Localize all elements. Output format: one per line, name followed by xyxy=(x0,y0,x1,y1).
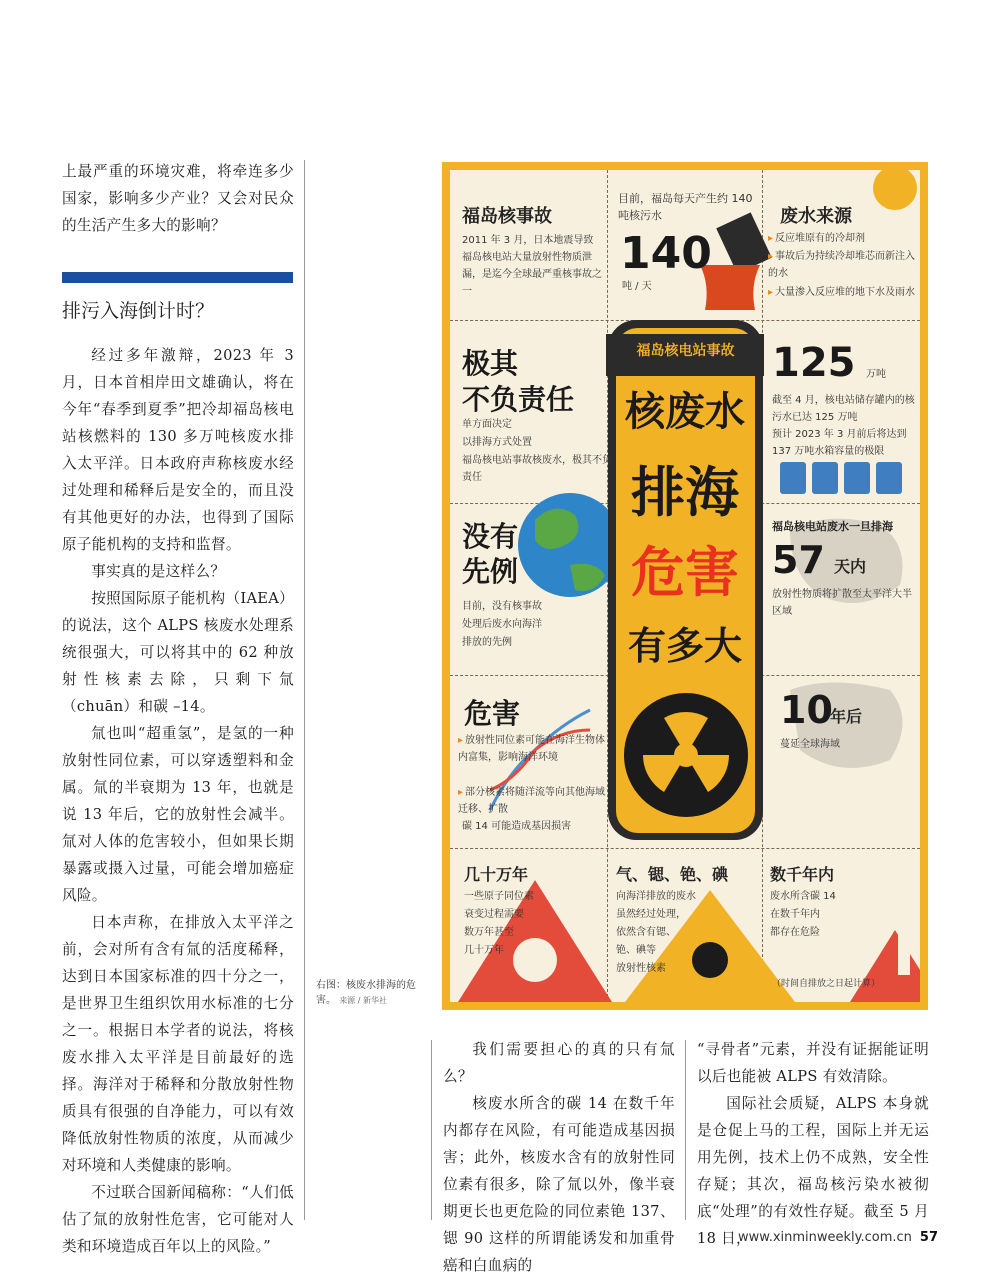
thousands-line: 在数千年内 xyxy=(770,909,820,920)
precedent-line: 排放的先例 xyxy=(462,637,512,648)
section-bar xyxy=(62,272,293,283)
irresponsible-line: 福岛核电站事故核废水，极其不负责任 xyxy=(462,455,612,483)
precedent-line: 目前，没有核事故 xyxy=(462,601,542,612)
irresponsible-line: 以排海方式处置 xyxy=(462,437,532,448)
harm-item: ▸ 放射性同位素可能在海洋生物体内富集，影响海洋环境 xyxy=(458,732,608,766)
hundredk-line: 数万年甚至 xyxy=(464,927,514,938)
article-paragraph: 氚也叫“超重氢”，是氢的一种放射性同位素，可以穿透塑料和金属。氚的半衰期为 13 年，也就是说 13 年后，它的放射性会减半。氚对人体的危害较小，但如果长期暴露或摄入过量，可能会增加癌症风险。 xyxy=(62,725,294,904)
caption-text: 右图：核废水排海的危害。 xyxy=(316,980,416,1006)
page-footer xyxy=(738,1230,938,1245)
elements-title: 气、锶、铯、碘 xyxy=(616,865,729,884)
intro-paragraph: 上最严重的环境灾难，将牵连多少国家，影响多少产业？又会对民众的生活产生多大的影响？ xyxy=(62,163,294,234)
page-number: 57 xyxy=(919,1230,939,1245)
center-title-line4: 有多大 xyxy=(627,624,742,668)
center-title-line2: 排海 xyxy=(631,461,739,524)
spread-text: 放射性物质将扩散至太平洋大半区域 xyxy=(772,589,912,617)
article-body-left xyxy=(62,342,294,1260)
hundredk-title: 几十万年 xyxy=(464,865,529,884)
source-item: ▸ 大量渗入反应堆的地下水及雨水 xyxy=(768,284,916,301)
infographic xyxy=(442,162,928,1010)
source-title: 废水来源 xyxy=(780,206,852,227)
figure-caption xyxy=(316,978,428,1008)
storage-text: 截至 4 月，核电站储存罐内的核污水已达 125 万吨 xyxy=(772,395,915,423)
article-paragraph: 按照国际原子能机构（IAEA）的说法，这个 ALPS 核废水处理系统很强大，可以将其中的 62 种放射性核素去除，只剩下氚（chuān）和碳 –14。 xyxy=(62,590,294,715)
article-body-middle xyxy=(443,1036,675,1279)
daily-number: 140 xyxy=(620,228,712,279)
irresponsible-line: 单方面决定 xyxy=(462,419,512,430)
thousands-title: 数千年内 xyxy=(770,865,835,884)
article-paragraph: 事实真的是这样么？ xyxy=(91,563,226,580)
center-title-line1: 核废水 xyxy=(625,389,745,435)
article-paragraph: 国际社会质疑，ALPS 本身就是仓促上马的工程，国际上并无运用先例，技术上仍不成熟，安全性存疑；其次，福岛核污染水被彻底“处理”的有效性存疑。截至 5 月 18 日， xyxy=(697,1095,929,1247)
storage-unit: 万吨 xyxy=(866,369,886,380)
hundredk-line: 衰变过程需要 xyxy=(464,909,524,920)
elements-line: 放射性核素 xyxy=(616,963,666,974)
precedent-line: 处理后废水向海洋 xyxy=(462,619,542,630)
harm-title: 危害 xyxy=(464,697,521,730)
infographic-panel xyxy=(450,170,920,1002)
article-paragraph: 我们需要担心的真的只有氚么？ xyxy=(443,1041,675,1085)
elements-line: 虽然经过处理， xyxy=(616,909,686,920)
irresponsible-title: 不负责任 xyxy=(462,383,575,416)
irresponsible-title: 极其 xyxy=(462,347,519,380)
column-divider xyxy=(304,160,305,1220)
decade-number: 10 xyxy=(780,688,833,732)
harm-item: ▸ 部分核素将随洋流等向其他海域迁移、扩散 xyxy=(458,784,608,818)
elements-line: 向海洋排放的废水 xyxy=(616,891,696,902)
spread-number: 57 xyxy=(772,538,825,582)
center-subtitle: 福岛核电站事故 xyxy=(636,343,735,359)
source-item: ▸ 事故后为持续冷却堆芯而新注入的水 xyxy=(768,248,916,282)
daily-unit: 吨 / 天 xyxy=(622,281,652,292)
hundredk-line: 几十万年 xyxy=(464,945,504,956)
elements-line: 依然含有锶、 xyxy=(616,927,676,938)
article-paragraph: 日本声称，在排放入太平洋之前，会对所有含有氚的活度稀释，达到日本国家标准的四十分之一，是世界卫生组织饮用水标准的七分之一。根据日本学者的说法，将核废水排入太平洋是目前最好的选择。海洋对于稀释和分散放射性物质具有很强的自净能力，可以有效降低放射性物质的浓度，从而减少对环境和人类健康的影响。 xyxy=(62,914,294,1174)
storage-text: 预计 2023 年 3 月前后将达到 137 万吨水箱容量的极限 xyxy=(772,429,907,457)
source-item: ▸ 反应堆原有的冷却剂 xyxy=(768,230,916,247)
article-paragraph: 核废水所含的碳 14 在数千年内都存在风险，有可能造成基因损害；此外，核废水含有的放射性同位素有很多，除了氚以外，像半衰期更长也更危险的同位素铯 137、锶 90 这样的所谓能诱发和加重骨癌和白血病的 xyxy=(443,1095,675,1274)
article-body-right xyxy=(697,1036,929,1252)
daily-text: 目前，福岛每天产生约 140 吨核污水 xyxy=(618,192,753,222)
intro-text-block xyxy=(62,158,294,239)
spread-heading: 福岛核电站废水一旦排海 xyxy=(772,520,893,533)
thousands-line: 都存在危险 xyxy=(770,927,820,938)
column-divider xyxy=(685,1040,686,1220)
article-paragraph: “寻骨者”元素，并没有证据能证明以后也能被 ALPS 有效清除。 xyxy=(697,1041,929,1085)
center-title-line3: 危害 xyxy=(631,541,739,604)
elements-line: 铯、碘等 xyxy=(616,945,656,956)
precedent-title: 没有 xyxy=(462,520,519,553)
article-paragraph: 经过多年激辩，2023 年 3 月，日本首相岸田文雄确认，将在今年“春季到夏季”把冷却福岛核电站核燃料的 130 多万吨核废水排入太平洋。日本政府声称核废水经过处理和稀释后是安全的，而且没有其他更好的办法，也得到了国际原子能机构的支持和监督。 xyxy=(62,347,294,553)
thousands-note: （时间自排放之日起计算） xyxy=(772,979,881,989)
precedent-title: 先例 xyxy=(462,555,519,588)
hundredk-line: 一些原子同位素 xyxy=(464,891,534,902)
fukushima-title: 福岛核事故 xyxy=(462,206,552,227)
column-divider xyxy=(431,1040,432,1220)
decade-text: 蔓延全球海域 xyxy=(780,739,840,750)
fukushima-text: 2011 年 3 月，日本地震导致福岛核电站大量放射性物质泄漏，是迄今全球最严重核事故之一 xyxy=(462,235,602,297)
footer-url: www.xinminweekly.com.cn xyxy=(738,1230,912,1245)
decade-unit: 年后 xyxy=(830,707,863,726)
spread-unit: 天内 xyxy=(834,557,867,576)
thousands-line: 废水所含碳 14 xyxy=(770,891,836,902)
section-heading: 排污入海倒计时？ xyxy=(62,300,215,322)
article-paragraph: 不过联合国新闻稿称：“人们低估了氚的放射性危害，它可能对人类和环境造成百年以上的风险。” xyxy=(62,1184,294,1255)
harm-item: 碳 14 可能造成基因损害 xyxy=(462,821,572,832)
storage-number: 125 xyxy=(772,340,856,386)
caption-source: 来源 / 新华社 xyxy=(339,996,387,1005)
